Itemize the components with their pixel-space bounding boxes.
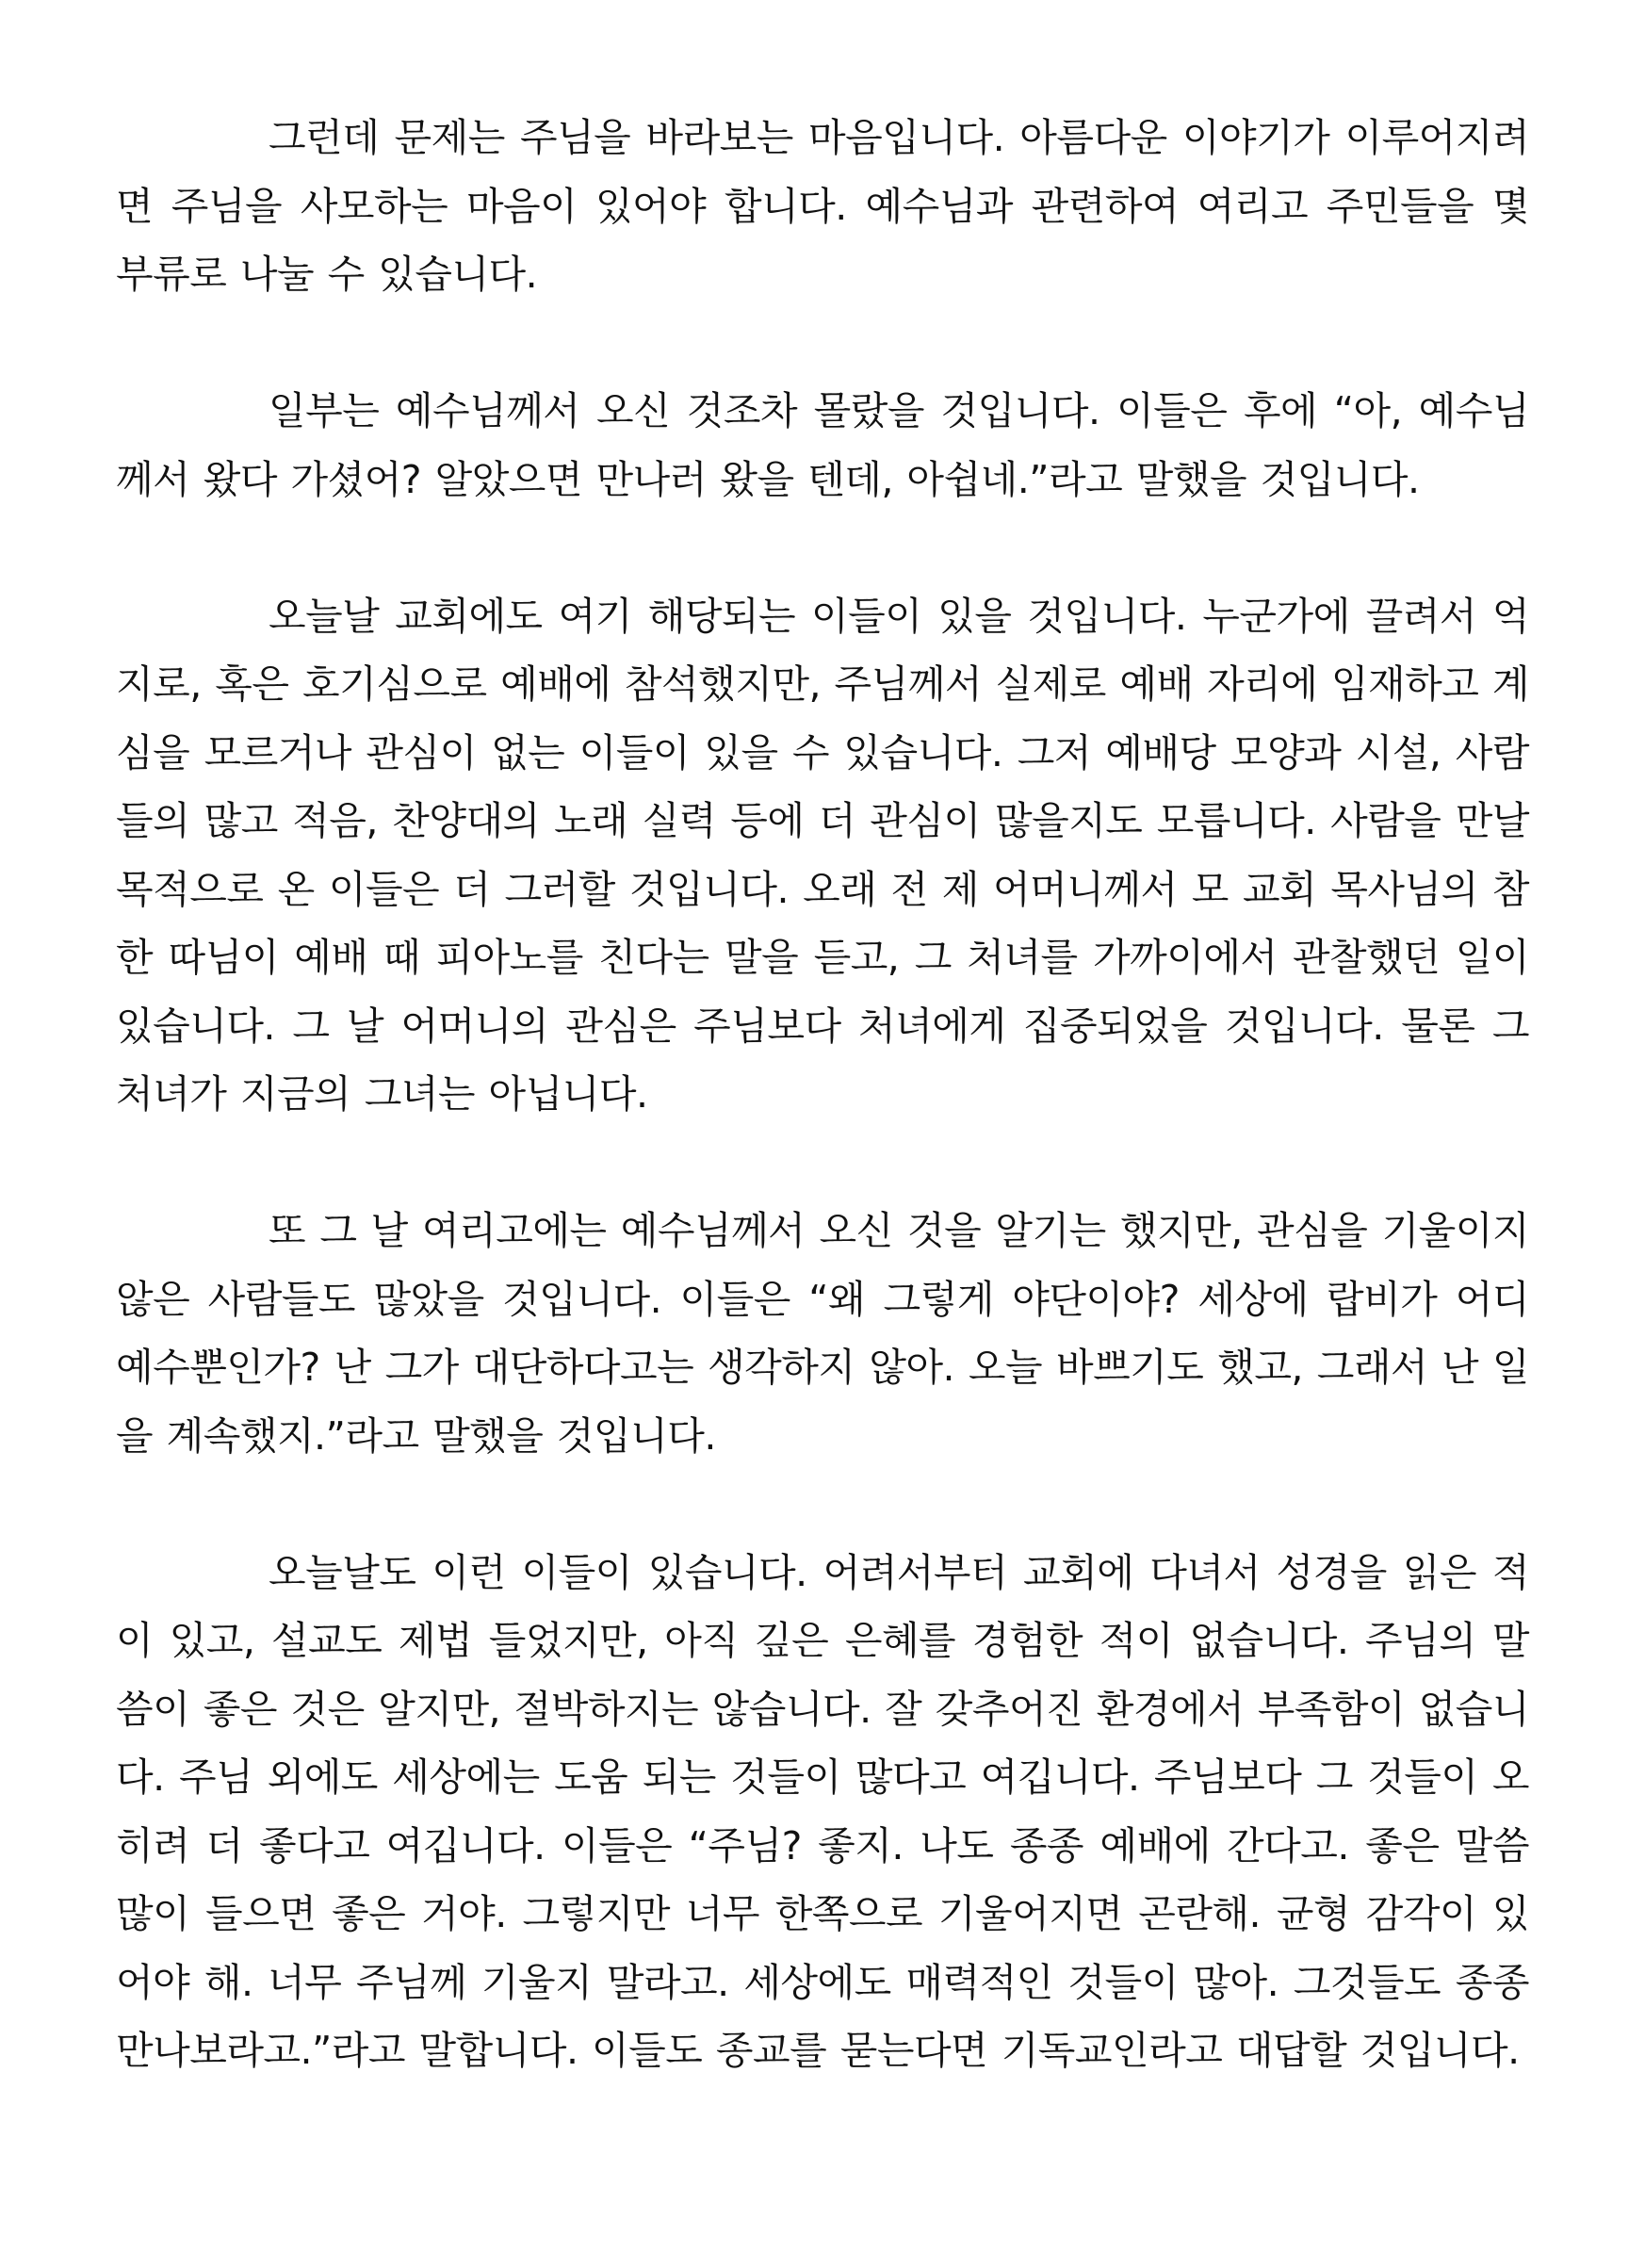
paragraph-5: 오늘날도 이런 이들이 있습니다. 어려서부터 교회에 다녀서 성경을 읽은 적이 있고, 설교도 제법 들었지만, 아직 깊은 은혜를 경험한 적이 없습니다. 주님의 말씀이 좋은 것은 알지만, 절박하지는 않습니다. 잘 갖추어진 환경에서 부족함이 없습니다. 주님 외에도 세상에는 도움 되는 것들이 많다고 여깁니다. 주님보다 그 것들이 오히려 더 좋다고 여깁니다. 이들은 “주님? 좋지. 나도 종종 예배에 간다고. 좋은 말씀 많이 들으면 좋은 거야. 그렇지만 너무 한쪽으로 기울어지면 곤란해. 균형 감각이 있어야 해. 너무 주님께 기울지 말라고. 세상에도 매력적인 것들이 많아. 그것들도 종종 만나보라고.”라고 말합니다. 이들도 종교를 묻는다면 기독교인라고 대답할 것입니다.	[116, 1549, 1529, 2073]
paragraph-4: 또 그 날 여리고에는 예수님께서 오신 것을 알기는 했지만, 관심을 기울이지 않은 사람들도 많았을 것입니다. 이들은 “왜 그렇게 야단이야? 세상에 랍비가 어디 예수뿐인가? 난 그가 대단하다고는 생각하지 않아. 오늘 바쁘기도 했고, 그래서 난 일을 계속했지.”라고 말했을 것입니다.	[116, 1208, 1529, 1459]
document-body	[116, 104, 1529, 2085]
paragraph-2: 일부는 예수님께서 오신 것조차 몰랐을 것입니다. 이들은 후에 “아, 예수님께서 왔다 가셨어? 알았으면 만나러 왔을 텐데, 아쉽네.”라고 말했을 것입니다.	[116, 388, 1529, 502]
paragraph-1: 그런데 문제는 주님을 바라보는 마음입니다. 아름다운 이야기가 이루어지려면 주님을 사모하는 마음이 있어야 합니다. 예수님과 관련하여 여리고 주민들을 몇 부류로 나눌 수 있습니다.	[116, 115, 1529, 297]
paragraph-3: 오늘날 교회에도 여기 해당되는 이들이 있을 것입니다. 누군가에 끌려서 억지로, 혹은 호기심으로 예배에 참석했지만, 주님께서 실제로 예배 자리에 임재하고 계심을 모르거나 관심이 없는 이들이 있을 수 있습니다. 그저 예배당 모양과 시설, 사람들의 많고 적음, 찬양대의 노래 실력 등에 더 관심이 많을지도 모릅니다. 사람을 만날 목적으로 온 이들은 더 그러할 것입니다. 오래 전 제 어머니께서 모 교회 목사님의 참한 따님이 예배 때 피아노를 친다는 말을 듣고, 그 처녀를 가까이에서 관찰했던 일이 있습니다. 그 날 어머니의 관심은 주님보다 처녀에게 집중되었을 것입니다. 물론 그 처녀가 지금의 그녀는 아닙니다.	[116, 593, 1529, 1117]
